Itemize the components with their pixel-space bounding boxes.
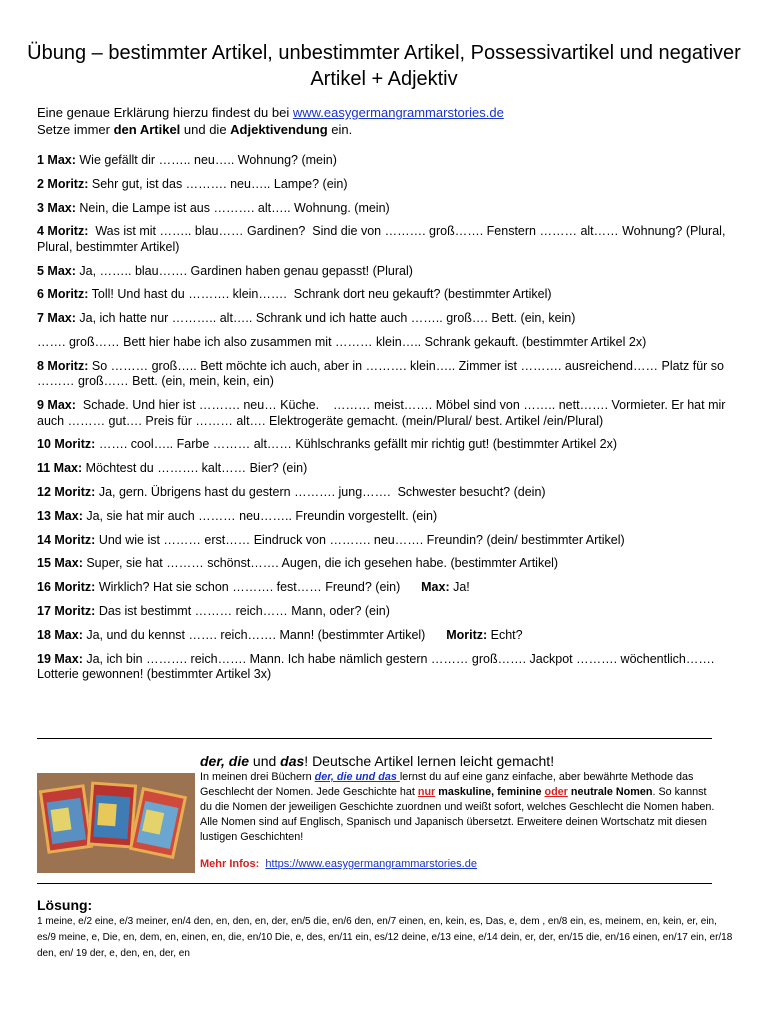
speaker-label: 13 Max: [37,508,83,523]
exercise-text: Ja! [449,580,470,595]
exercise-text: Wirklich? Hat sie schon ………. fest…… Freund? (ein) [95,580,422,595]
exercise-text: Wie gefällt dir …….. neu….. Wohnung? (mein) [75,153,337,167]
exercise-text: Was ist mit …….. blau…… Gardinen? Sind die von ………. groß……. Fenstern ……… alt…… Wohnung? (Plural, Plural, bestimmter Artikel) [37,224,729,254]
more-info-link[interactable]: https://www.easygermangrammarstories.de [265,858,477,870]
exercise-item [37,652,737,683]
promo-text [200,770,720,845]
exercise-item [37,153,737,169]
exercise-text: Ja, …….. blau……. Gardinen haben genau gepasst! (Plural) [75,263,413,278]
promo-text-part: . So kannst du die Nomen der jeweiligen Geschichte zuordnen und weißt sofort, welches Geschlecht die Nomen haben. Alle Nomen sind auf Englisch, Spanisch und Japanisch übersetzt. Erweitere deinen Wortschatz mit diesen lustigen Geschichten! [200,786,715,843]
exercise-text: Und wie ist ……… erst…… Eindruck von ………. neu……. Freundin? (dein/ bestimmter Artikel) [95,532,625,547]
more-info-label: Mehr Infos: [200,858,260,870]
exercise-item [37,224,737,255]
promo-text-part: lernst du auf eine ganz einfache, aber bewährte Methode das Geschlecht der Nomen. Jede Geschichte hat [200,771,694,798]
intro-text: Eine genaue Erklärung hierzu findest du bei [37,105,293,120]
speaker-label: 10 Moritz: [37,437,96,452]
exercise-text: So ……… groß….. Bett möchte ich auch, aber in ………. klein….. Zimmer ist ………. ausreichend…… Platz für so ……… groß…… Bett. (ein, mein, kein, ein) [37,358,728,389]
intro-line-1 [37,104,737,121]
speaker-label: 5 Max: [37,263,76,278]
exercise-text: Ja, sie hat mir auch ……… neu…….. Freundin vorgestellt. (ein) [82,508,438,523]
exercise-item [37,437,737,453]
book-covers-photo [37,773,195,873]
book-icon [39,784,93,854]
exercise-text: ……. groß…… Bett hier habe ich also zusammen mit ……… klein….. Schrank gekauft. (bestimmter Artikel 2x) [37,335,647,350]
speaker-label: 12 Moritz: [37,485,96,500]
exercise-item [37,628,737,644]
speaker-label: 6 Moritz: [37,287,89,302]
exercise-item [37,533,737,549]
exercise-text: Echt? [487,627,523,642]
intro-line-2 [37,121,737,138]
exercise-item [37,398,737,429]
exercise-text: Das ist bestimmt ……… reich…… Mann, oder? (ein) [95,604,390,619]
solution-heading: Lösung: [37,897,93,913]
promo-text-part: In meinen drei Büchern [200,771,315,783]
exercise-text: Möchtest du ………. kalt…… Bier? (ein) [82,461,308,476]
speaker-label: 8 Moritz: [37,358,89,373]
divider [37,883,712,884]
books-link[interactable]: der, die und das [314,771,400,783]
promo-title-italic: der, die [200,753,250,769]
exercise-item [37,311,737,327]
speaker-label: 4 Moritz: [37,224,89,239]
exercise-text: Ja, ich hatte nur ……….. alt….. Schrank und ich hatte auch …….. groß…. Bett. (ein, kein) [75,311,576,326]
exercise-list [37,153,737,691]
exercise-item [37,335,737,351]
exercise-item [37,264,737,280]
speaker-label: 19 Max: [37,651,83,666]
highlight-genders: maskuline, feminine [438,786,542,798]
intro [37,104,737,138]
promo-title [200,752,720,770]
solution-text: 1 meine, e/2 eine, e/3 meiner, en/4 den, en, den, en, der, en/5 die, en/6 den, en/7 einen, en, kein, es, Das, e, dem , en/8 ein, es, meinem, en, kein, er, ein, es/9 meine, e, Die, en, dem, en, einen, en, die, en/10 Die, e, des, en/11 ein, es/12 deine, e/13 eine, e/14 dein, er, der, en/15 die, en/16 einen, en/17 ein, er/18 den, en/ 19 der, e, den, en, der, en [37,916,733,959]
intro-text: und die [180,122,231,137]
speaker-label: 3 Max: [37,200,76,215]
speaker-label: 7 Max: [37,311,76,326]
exercise-text: Nein, die Lampe ist aus ………. alt….. Wohnung. (mein) [75,200,390,215]
exercise-text: ……. cool….. Farbe ……… alt…… Kühlschranks gefällt mir richtig gut! (bestimmter Artikel 2x) [95,437,618,452]
exercise-item [37,461,737,477]
divider [37,738,712,739]
website-link[interactable]: www.easygermangrammarstories.de [292,105,504,120]
exercise-item [37,556,737,572]
speaker-label: 17 Moritz: [37,604,96,619]
exercise-item [37,359,737,390]
book-icon [129,787,187,859]
exercise-text: Ja, und du kennst ……. reich……. Mann! (bestimmter Artikel) [82,627,447,642]
speaker-label: 11 Max: [37,461,83,476]
speaker-label: 16 Moritz: [37,580,96,595]
promo-title-text: und [249,753,281,769]
exercise-text: Schade. Und hier ist ………. neu… Küche. ……… meist……. Möbel sind von …….. nett……. Vormieter. Er hat mir auch ……… gut…. Preis für ……… alt…. Elektrogeräte gemacht. (mein/Plural/ best. Artikel /ein/Plural) [37,398,729,428]
promo-title-text: ! Deutsche Artikel lernen leicht gemacht! [304,753,555,769]
page-title: Übung – bestimmter Artikel, unbestimmter Artikel, Possessivartikel und negativer Artikel + Adjektiv [27,42,741,90]
exercise-item [37,287,737,303]
intro-bold: den Artikel [113,122,181,137]
exercise-text: Ja, gern. Übrigens hast du gestern ………. jung……. Schwester besucht? (dein) [95,485,546,500]
exercise-text: Sehr gut, ist das ………. neu….. Lampe? (ein) [88,176,348,191]
intro-text: Setze immer [37,122,114,137]
exercise-item [37,177,737,193]
exercise-text: Super, sie hat ……… schönst……. Augen, die ich gesehen habe. (bestimmter Artikel) [82,556,559,571]
intro-text: ein. [327,122,353,137]
speaker-label: 18 Max: [37,627,83,642]
book-icon [87,781,137,848]
more-info [200,857,477,871]
speaker-label: 14 Moritz: [37,532,96,547]
highlight-nur: nur [417,786,436,798]
intro-bold: Adjektivendung [230,122,328,137]
exercise-item [37,580,737,596]
exercise-text: Ja, ich bin ………. reich……. Mann. Ich habe nämlich gestern ……… groß……. Jackpot ………. wöchentlich……. Lotterie gewonnen! (bestimmter Artikel 3x) [37,651,722,682]
exercise-item [37,509,737,525]
highlight-neutral: neutrale Nomen [570,786,653,798]
exercise-item [37,485,737,501]
speaker-label: 15 Max: [37,556,83,571]
speaker-label: 1 Max: [37,153,76,167]
exercise-item [37,201,737,217]
exercise-text: Toll! Und hast du ………. klein……. Schrank dort neu gekauft? (bestimmter Artikel) [88,287,552,302]
speaker-label: 9 Max: [37,398,76,413]
promo-title-italic: das [280,753,305,769]
speaker-label: 2 Moritz: [37,176,89,191]
speaker-label: Max: [421,580,450,595]
exercise-item [37,604,737,620]
speaker-label: Moritz: [446,627,488,642]
highlight-oder: oder [544,786,568,798]
